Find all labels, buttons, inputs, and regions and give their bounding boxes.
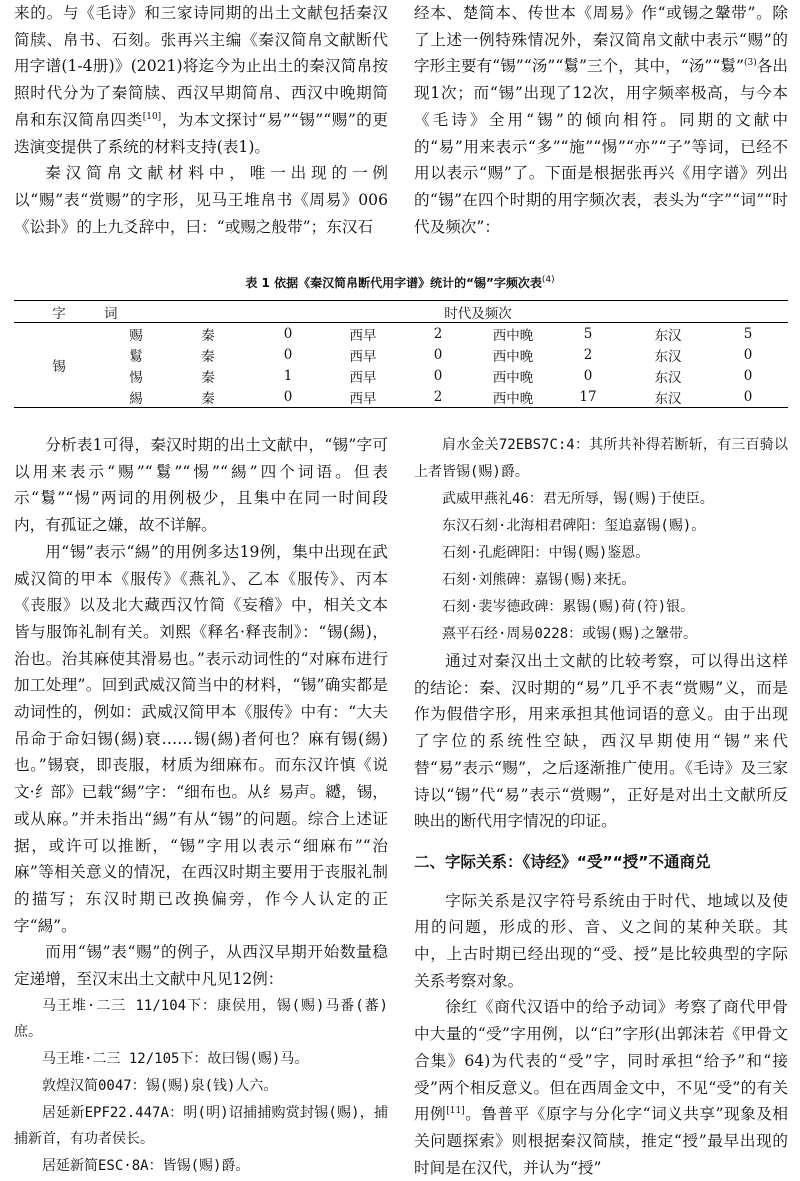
quotation: 马王堆·二三 12/105下：故曰锡(赐)马。	[42, 1051, 309, 1068]
table-row: 緆 秦 0 西早 2 西中晚 17 东汉 0	[14, 386, 788, 408]
quotation: 东汉石刻·北海相君碑阳：玺追嘉锡(赐)。	[442, 518, 706, 534]
quotation: 石刻·刘熊碑：嘉锡(赐)来抚。	[442, 572, 636, 588]
right-column-bottom	[414, 432, 788, 1181]
quotation: 马王堆·二三 11/104下：康侯用，锡(赐)马番(蕃)庶。	[14, 997, 388, 1041]
table-row: 锡 赐 秦 0 西早 2 西中晚 5 东汉 5	[14, 323, 788, 345]
quotation: 石刻·裴岑德政碑：累锡(赐)荷(符)银。	[442, 599, 695, 615]
paragraph: 分析表1可得，秦汉时期的出土文献中，“锡”字可以用来表示“赐”“鬄”“惕”“緆”四个词语。但表示“鬄”“惕”两词的用例极少，且集中在同一时间段内，有孤证之嫌，故不详解。	[14, 436, 388, 535]
footnote-marker: (4)	[541, 275, 555, 285]
paragraph: 经本、楚简本、传世本《周易》作“或锡之鞶带”。除了上述一例特殊情况外，秦汉简帛文献中表示“赐”的字形主要有“锡”“汤”“鬄”三个，其中，“汤”“鬄”$^{(3)}$各出现1次；而“锡”出现了12次，用字频率极高，与今本《毛诗》全用“锡”的倾向相符。同期的文献中的“易”用来表示“多”“施”“惕”“亦”“子”等词，已经不用以表示“赐”了。下面是根据张再兴《用字谱》列出的“锡”在四个时期的用字频次表，表头为“字”“词”“时代及频次”：	[414, 4, 788, 236]
quotation: 敦煌汉简0047：锡(赐)泉(钱)人六。	[42, 1077, 278, 1094]
right-column-top	[414, 0, 788, 240]
paragraph: 来的。与《毛诗》和三家诗同期的出土文献包括秦汉简牍、帛书、石刻。张再兴主编《秦汉简帛文献断代用字谱(1-4册)》(2021)将迄今为止出土的秦汉简帛按照时代分为了秦简牍、西汉早期简帛、西汉中晚期简帛和东汉简帛四类[10]，为本文探讨“易”“锡”“赐”的更迭演变提供了系统的材料支持(表1)。	[14, 4, 388, 156]
paragraph: 而用“锡”表“赐”的例子，从西汉早期开始数量稳定递增，至汉末出土文献中凡见12例：	[14, 943, 388, 989]
paragraph: 秦汉简帛文献材料中，唯一出现的一例以“赐”表“赏赐”的字形，见马王堆帛书《周易》006《讼卦》的上九爻辞中，曰：“或赐之般带”；东汉石	[14, 164, 388, 236]
paragraph: 用“锡”表示“緆”的用例多达19例，集中出现在武威汉简的甲本《服传》《燕礼》、乙本《服传》、丙本《丧服》以及北大藏西汉竹简《妄稽》中，相关文本皆与服饰礼制有关。刘熙《释名·释丧制》：“锡(緆)，治也。治其麻使其滑易也。”表示动词性的“对麻布进行加工处理”。回到武威汉简当中的材料，“锡”确实都是动词性的，例如：武威汉简甲本《服传》中有：“大夫吊命于命妇锡(緆)衰……锡(緆)者何也？麻有锡(緆)也。”锡衰，即丧服，材质为细麻布。而东汉许慎《说文·纟部》已载“緆”字：“细布也。从纟易声。𦇰，锡，或从麻。”并未指出“緆”有从“锡”的问题。综合上述证据，或许可以推断，“锡”字用以表示“细麻布”“治麻”等相关意义的情况，在西汉时期主要用于丧服礼制的描写；东汉时期已改换偏旁，作今人认定的正字“緆”。	[14, 542, 388, 935]
quotation: 肩水金关72EBS7C:4：其所共补得若断斩，有三百骑以上者皆锡(赐)爵。	[414, 437, 788, 480]
table-word-cell: 赐	[129, 327, 143, 344]
paragraph: 通过对秦汉出土文献的比较考察，可以得出这样的结论：秦、汉时期的“易”几乎不表“赏赐”义，而是作为假借字形，用来承担其他词语的意义。由于出现了字位的系统性空缺，西汉早期使用“锡”来代替“易”表示“赐”，之后逐渐推广使用。《毛诗》及三家诗以“锡”代“易”表示“赏赐”，正好是对出土文献所反映出的断代用字情况的印证。	[414, 652, 788, 831]
footnote-marker: (3)	[743, 58, 757, 69]
table-word-cell: 鬄	[129, 348, 143, 365]
header-word: 词	[104, 305, 118, 322]
header-char: 字	[52, 305, 66, 322]
reference-marker: [10]	[142, 111, 162, 122]
section-heading: 二、字际关系：《诗经》“受”“授”不通商兑	[414, 852, 711, 871]
table-word-cell: 惕	[129, 369, 143, 386]
quotation: 熹平石经·周易0228：或锡(赐)之鞶带。	[442, 626, 698, 642]
reference-marker: [11]	[446, 1106, 465, 1117]
table-row: 惕 秦 1 西早 0 西中晚 0 东汉 0	[14, 365, 788, 386]
paragraph: 徐红《商代汉语中的给予动词》考察了商代甲骨中大量的“受”字用例，以“𦥑”字形(出郭沫若《甲骨文合集》64)为代表的“受”字，同时承担“给予”和“接受”两个相反意义。但在西周金文中，不见“受”的有关用例[11]。鲁普平《原字与分化字“词义共享”现象及相关问题探索》则根据秦汉简牍，推定“授”最早出现的时间是在汉代，并认为“授”	[414, 998, 788, 1177]
left-column-top	[14, 0, 388, 240]
quotation: 居延新简ESC·8A：皆锡(赐)爵。	[42, 1157, 250, 1174]
quotation: 石刻·孔彪碑阳：中锡(赐)鉴恩。	[442, 545, 650, 561]
table-caption: 表 1 依据《秦汉简帛断代用字谱》统计的“锡”字频次表$^{(4)}$	[245, 275, 555, 290]
frequency-table	[14, 300, 788, 408]
quotation: 居延新EPF22.447A：明(明)诏捕捕购赏封锡(赐)，捕捕新首，有功者侯长。	[14, 1104, 388, 1148]
table-word-cell: 緆	[129, 390, 143, 407]
table-char-cell: 锡	[52, 359, 66, 375]
left-column-bottom	[14, 432, 388, 1180]
table-header-row	[14, 301, 788, 323]
paragraph: 字际关系是汉字符号系统由于时代、地域以及使用的问题，形成的形、音、义之间的某种关联。其中，上古时期已经出现的“受、授”是比较典型的字际关系考察对象。	[414, 891, 788, 990]
oracle-bone-glyph: 𦥑	[597, 1025, 615, 1044]
table-row: 鬄 秦 0 西早 0 西中晚 2 东汉 0	[14, 344, 788, 365]
quotation: 武威甲燕礼46：君无所辱，锡(赐)于使臣。	[442, 491, 714, 507]
header-period-frequency: 时代及频次	[444, 305, 512, 322]
